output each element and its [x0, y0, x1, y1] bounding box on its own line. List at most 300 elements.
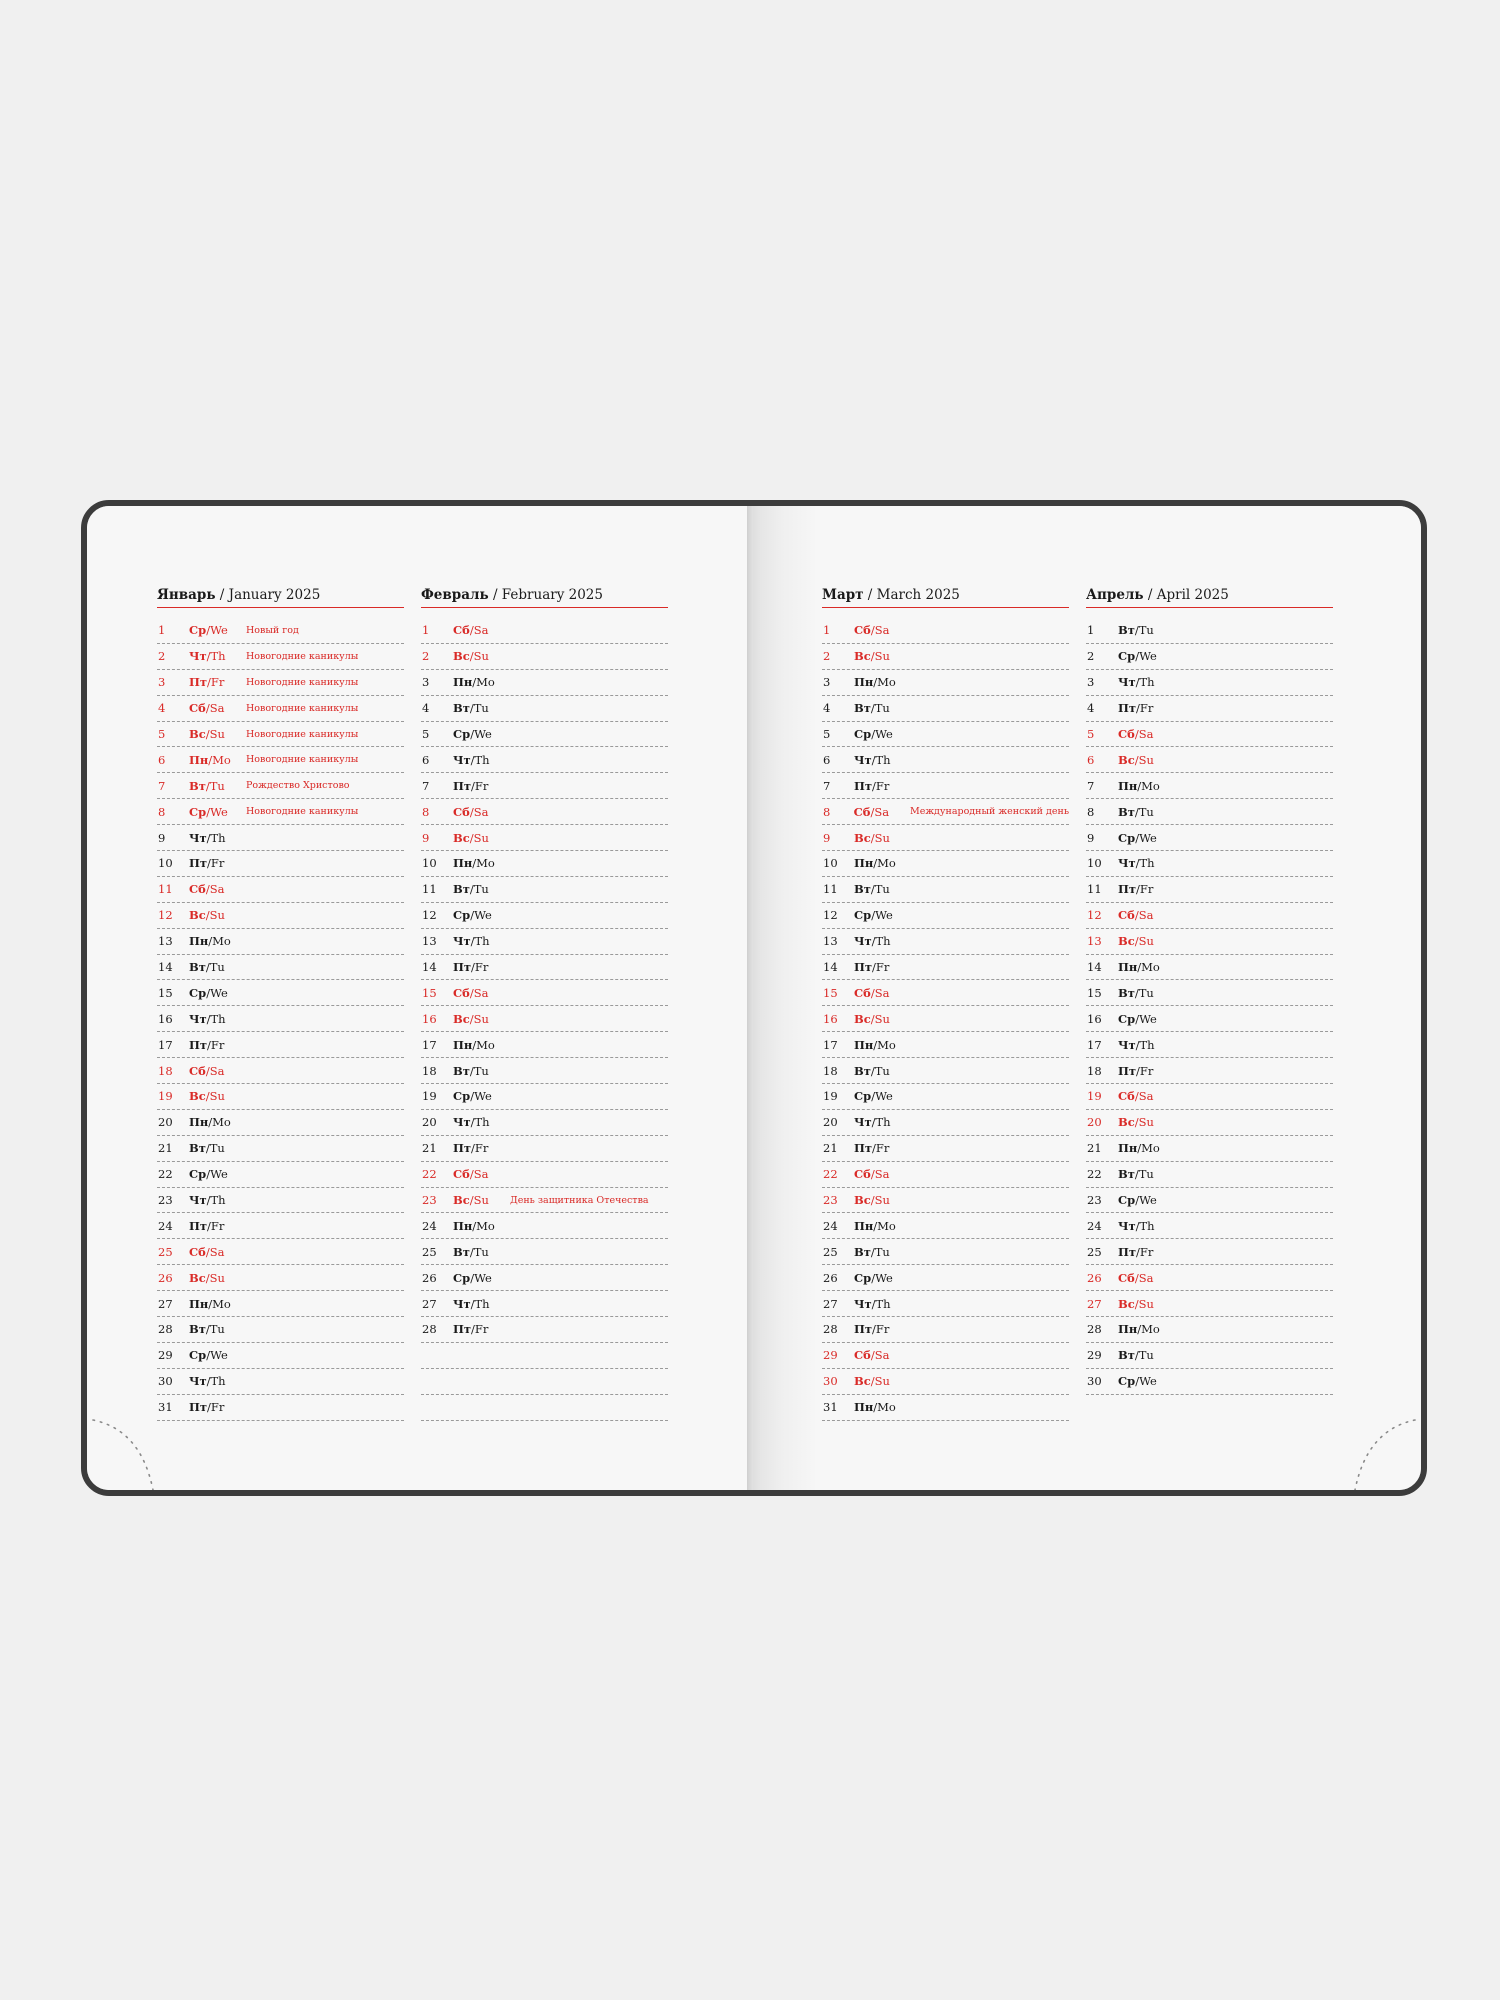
day-row [421, 877, 668, 903]
weekday [854, 1374, 911, 1388]
weekday-en: Su [1138, 1296, 1154, 1311]
day-number: 27 [823, 1296, 838, 1311]
weekday-separator: / [870, 623, 875, 638]
day-number: 26 [823, 1270, 838, 1285]
day-number: 15 [823, 985, 838, 1000]
weekday [189, 623, 246, 637]
day-number: 4 [158, 701, 166, 716]
day-row [157, 696, 404, 722]
weekday-separator: / [1134, 623, 1139, 638]
day-number: 29 [1087, 1348, 1102, 1363]
day-row [157, 1265, 404, 1291]
weekday-separator: / [873, 1218, 878, 1233]
weekday-en: Sa [1138, 1270, 1154, 1285]
day-row [421, 1162, 668, 1188]
day-number: 5 [158, 727, 166, 741]
weekday [189, 753, 246, 767]
day-row [1086, 696, 1333, 722]
month-name-en: April 2025 [1156, 587, 1229, 603]
weekday-ru: Ср [189, 623, 207, 638]
weekday-en: We [210, 1167, 228, 1182]
weekday [854, 753, 911, 767]
weekday-en: Tu [209, 778, 225, 793]
day-row [1086, 1369, 1333, 1395]
day-number: 2 [823, 649, 831, 664]
day-number: 12 [823, 908, 838, 923]
weekday [189, 649, 246, 663]
weekday [1118, 1219, 1175, 1233]
weekday-separator: / [205, 1089, 210, 1104]
day-number: 13 [823, 934, 838, 949]
weekday-separator: / [873, 1400, 878, 1415]
weekday-en: Tu [473, 882, 489, 897]
weekday-separator: / [870, 1193, 875, 1208]
weekday [854, 649, 911, 663]
day-number: 18 [823, 1063, 838, 1078]
day-row [157, 773, 404, 799]
weekday-en: Su [473, 1193, 489, 1208]
weekday-separator: / [472, 1218, 477, 1233]
weekday-en: Th [210, 1193, 226, 1208]
day-number: 7 [158, 778, 166, 793]
weekday-separator: / [870, 649, 875, 664]
weekday [189, 805, 246, 819]
weekday-ru: Сб [189, 1063, 206, 1078]
weekday [854, 675, 911, 689]
day-row [157, 1058, 404, 1084]
weekday [453, 1193, 510, 1207]
weekday [1118, 701, 1175, 715]
weekday-en: Su [473, 830, 489, 845]
weekday-en: Tu [874, 882, 890, 897]
weekday-ru: Вс [1118, 1296, 1135, 1311]
weekday-ru: Ср [189, 985, 207, 1000]
day-number: 14 [422, 960, 437, 975]
weekday-en: Su [1138, 934, 1154, 949]
day-number: 6 [823, 752, 831, 767]
weekday [854, 1141, 911, 1155]
weekday [189, 1038, 246, 1052]
weekday-ru: Ср [854, 1089, 872, 1104]
day-number: 23 [823, 1193, 838, 1208]
day-row [421, 980, 668, 1006]
weekday-separator: / [871, 727, 876, 741]
day-number: 9 [823, 830, 831, 845]
weekday-separator: / [1134, 908, 1139, 923]
weekday-ru: Ср [453, 908, 471, 923]
day-number: 4 [422, 701, 430, 716]
weekday-ru: Вт [453, 701, 470, 716]
weekday [1118, 1193, 1175, 1207]
weekday-en: Sa [473, 804, 489, 819]
weekday-separator: / [873, 1037, 878, 1052]
day-row [1086, 1188, 1333, 1214]
weekday-ru: Ср [453, 1089, 471, 1104]
weekday-en: Tu [874, 1063, 890, 1078]
day-number: 8 [1087, 804, 1095, 819]
day-number: 17 [1087, 1037, 1102, 1052]
weekday-ru: Вт [854, 1244, 871, 1259]
weekday-en: Th [474, 934, 490, 949]
day-number: 19 [422, 1089, 437, 1104]
weekday-ru: Вс [854, 830, 871, 845]
weekday-separator: / [871, 1115, 876, 1130]
weekday-en: Su [473, 1011, 489, 1026]
day-row [421, 773, 668, 799]
day-number: 17 [422, 1037, 437, 1052]
weekday-ru: Сб [854, 1167, 871, 1182]
weekday-en: Sa [874, 623, 890, 638]
day-row [1086, 1291, 1333, 1317]
holiday-note: Международный женский день [909, 806, 1069, 818]
weekday-en: Mo [877, 856, 896, 871]
month-separator: / [1143, 587, 1157, 603]
day-number: 3 [158, 675, 166, 690]
weekday-en: Sa [209, 1244, 225, 1259]
day-number: 2 [1087, 649, 1095, 664]
weekday-ru: Вс [854, 1374, 871, 1389]
weekday [453, 1038, 510, 1052]
day-row [822, 1317, 1069, 1343]
weekday [854, 1167, 911, 1181]
weekday-separator: / [870, 1011, 875, 1026]
day-row [421, 1188, 668, 1214]
day-row [822, 799, 1069, 825]
weekday-en: Tu [209, 1322, 225, 1337]
weekday-en: Fr [210, 1218, 225, 1233]
day-row [421, 955, 668, 981]
weekday [1118, 675, 1175, 689]
day-row [157, 1136, 404, 1162]
weekday-ru: Пн [189, 752, 209, 767]
day-number: 20 [823, 1115, 838, 1130]
weekday-ru: Вс [453, 1011, 470, 1026]
weekday-en: Su [473, 649, 489, 664]
weekday-separator: / [870, 1244, 875, 1259]
day-row [822, 747, 1069, 773]
weekday [1118, 623, 1175, 637]
weekday-separator: / [870, 1167, 875, 1182]
day-row [421, 1213, 668, 1239]
weekday-separator: / [207, 1037, 211, 1052]
weekday-ru: Пт [189, 1037, 207, 1052]
day-row [421, 851, 668, 877]
holiday-note: Новый год [246, 624, 299, 636]
day-list [421, 618, 668, 1421]
weekday-en: Fr [875, 1322, 890, 1337]
weekday-ru: Пн [854, 856, 874, 871]
day-row [1086, 1343, 1333, 1369]
day-row [157, 644, 404, 670]
weekday-ru: Вс [1118, 752, 1135, 767]
day-row [822, 618, 1069, 644]
day-number: 28 [422, 1322, 437, 1337]
weekday-separator: / [1134, 1296, 1139, 1311]
weekday [854, 1245, 911, 1259]
day-row [822, 1162, 1069, 1188]
day-number: 31 [823, 1400, 838, 1415]
weekday-en: We [1139, 649, 1157, 664]
month-header [822, 583, 1069, 608]
weekday-en: Tu [473, 701, 489, 716]
weekday-ru: Пн [854, 1218, 874, 1233]
weekday-separator: / [1135, 856, 1140, 871]
day-number: 9 [158, 830, 166, 845]
day-row [157, 1239, 404, 1265]
day-row [822, 670, 1069, 696]
weekday-ru: Сб [453, 623, 470, 638]
weekday-separator: / [1135, 1374, 1140, 1389]
day-number: 23 [1087, 1193, 1102, 1208]
weekday [1118, 753, 1175, 767]
day-row [822, 1188, 1069, 1214]
weekday-ru: Пн [1118, 778, 1138, 793]
weekday [453, 1089, 510, 1103]
weekday-ru: Сб [854, 623, 871, 638]
day-number: 10 [422, 856, 437, 871]
day-number: 26 [422, 1270, 437, 1285]
weekday-separator: / [871, 1270, 876, 1285]
day-number: 25 [823, 1244, 838, 1259]
weekday-separator: / [469, 649, 474, 664]
day-number: 1 [158, 623, 166, 638]
weekday-en: Th [875, 752, 891, 767]
weekday-separator: / [206, 1348, 211, 1363]
weekday-en: Th [210, 1374, 226, 1389]
weekday-separator: / [471, 960, 475, 975]
weekday-separator: / [871, 934, 876, 949]
weekday [854, 1297, 911, 1311]
day-number: 13 [158, 934, 173, 949]
day-row [421, 1291, 668, 1317]
day-list [1086, 618, 1333, 1395]
weekday [453, 727, 510, 741]
day-row [1086, 1239, 1333, 1265]
weekday-ru: Пн [189, 1296, 209, 1311]
weekday-en: We [1139, 1193, 1157, 1208]
weekday-separator: / [469, 1244, 474, 1259]
day-number: 14 [823, 960, 838, 975]
weekday-separator: / [872, 1322, 876, 1337]
month-header [1086, 583, 1333, 608]
day-row [1086, 980, 1333, 1006]
month-february [421, 583, 668, 1421]
weekday-en: Mo [476, 1218, 495, 1233]
day-row [157, 1162, 404, 1188]
month-separator: / [863, 587, 877, 603]
weekday [1118, 882, 1175, 896]
day-number: 11 [422, 882, 437, 897]
weekday-en: Su [209, 1270, 225, 1285]
weekday [453, 649, 510, 663]
weekday-en: Th [474, 752, 490, 767]
day-number: 6 [1087, 752, 1095, 767]
weekday-en: Su [1138, 752, 1154, 767]
weekday-en: Tu [209, 1141, 225, 1156]
day-number: 20 [422, 1115, 437, 1130]
weekday-separator: / [1137, 1322, 1142, 1337]
day-row [1086, 1032, 1333, 1058]
weekday-en: Tu [1138, 985, 1154, 1000]
weekday-separator: / [206, 830, 211, 845]
day-row [1086, 670, 1333, 696]
weekday-ru: Пн [1118, 1141, 1138, 1156]
month-name-en: January 2025 [228, 587, 321, 603]
weekday-en: Mo [877, 1218, 896, 1233]
weekday [1118, 1322, 1175, 1336]
weekday-separator: / [469, 701, 474, 716]
weekday-separator: / [872, 778, 876, 793]
day-number: 22 [158, 1167, 173, 1182]
weekday-separator: / [206, 804, 211, 819]
day-number: 22 [422, 1167, 437, 1182]
day-number: 4 [823, 701, 831, 716]
weekday-ru: Чт [854, 1115, 872, 1130]
weekday-en: Th [474, 1115, 490, 1130]
month-name-en: March 2025 [876, 587, 960, 603]
day-row [1086, 618, 1333, 644]
weekday [453, 960, 510, 974]
weekday [1118, 1012, 1175, 1026]
month-name-ru: Февраль [421, 587, 489, 603]
weekday-en: We [875, 727, 893, 741]
weekday-en: Tu [874, 701, 890, 716]
weekday [854, 908, 911, 922]
day-row [421, 1006, 668, 1032]
month-separator: / [215, 587, 229, 603]
weekday-separator: / [469, 1193, 474, 1208]
weekday-ru: Сб [1118, 1270, 1135, 1285]
day-row [822, 929, 1069, 955]
weekday-en: Su [209, 1089, 225, 1104]
day-number: 5 [1087, 727, 1095, 741]
weekday [854, 1271, 911, 1285]
weekday-separator: / [207, 675, 211, 690]
weekday-separator: / [871, 1296, 876, 1311]
weekday-separator: / [1135, 675, 1140, 690]
weekday-ru: Чт [453, 752, 471, 767]
weekday-ru: Чт [1118, 856, 1136, 871]
month-name-en: February 2025 [501, 587, 603, 603]
month-header [421, 583, 668, 608]
weekday-en: Tu [209, 960, 225, 975]
day-number: 20 [1087, 1115, 1102, 1130]
day-row [421, 1395, 668, 1421]
weekday-separator: / [870, 830, 875, 845]
day-number: 6 [422, 752, 430, 767]
weekday-en: Sa [473, 985, 489, 1000]
weekday-en: We [210, 804, 228, 819]
weekday-ru: Чт [189, 1374, 207, 1389]
weekday-separator: / [1136, 701, 1140, 716]
weekday-separator: / [470, 1296, 475, 1311]
weekday-separator: / [470, 1089, 475, 1104]
weekday-en: We [1139, 1374, 1157, 1389]
day-row [157, 1006, 404, 1032]
day-row [421, 747, 668, 773]
day-number: 17 [158, 1037, 173, 1052]
weekday-ru: Ср [453, 727, 471, 741]
weekday-en: Th [1139, 1218, 1155, 1233]
day-row [157, 1395, 404, 1421]
weekday [189, 1193, 246, 1207]
day-number: 3 [1087, 675, 1095, 690]
weekday-separator: / [1135, 1037, 1140, 1052]
weekday-separator: / [871, 752, 876, 767]
weekday-separator: / [205, 1270, 210, 1285]
weekday-en: Sa [473, 1167, 489, 1182]
weekday-en: Tu [1138, 1348, 1154, 1363]
weekday [453, 675, 510, 689]
weekday [453, 1245, 510, 1259]
weekday-ru: Вс [854, 649, 871, 664]
weekday-en: Fr [474, 778, 489, 793]
weekday-en: Fr [1139, 882, 1154, 897]
weekday-ru: Пн [854, 675, 874, 690]
weekday-en: Fr [1139, 1244, 1154, 1259]
weekday [854, 1219, 911, 1233]
weekday-en: Su [874, 830, 890, 845]
month-name-ru: Март [822, 587, 864, 603]
weekday-ru: Вс [1118, 1115, 1135, 1130]
weekday-ru: Чт [189, 649, 207, 664]
weekday-separator: / [469, 1167, 474, 1182]
weekday-ru: Пн [189, 1115, 209, 1130]
weekday-ru: Пт [189, 675, 207, 690]
weekday [453, 908, 510, 922]
weekday [1118, 1245, 1175, 1259]
holiday-note: Новогодние каникулы [246, 754, 359, 766]
weekday-ru: Вт [1118, 804, 1135, 819]
weekday-ru: Пн [453, 675, 473, 690]
weekday-ru: Пт [1118, 882, 1136, 897]
weekday-ru: Сб [854, 1348, 871, 1363]
day-row [157, 825, 404, 851]
weekday-ru: Вт [453, 1244, 470, 1259]
weekday-separator: / [205, 882, 210, 897]
day-row [1086, 1213, 1333, 1239]
day-row [822, 1032, 1069, 1058]
weekday-ru: Сб [453, 1167, 470, 1182]
weekday-ru: Ср [1118, 1193, 1136, 1208]
day-number: 23 [158, 1193, 173, 1208]
weekday [453, 1219, 510, 1233]
day-number: 3 [422, 675, 430, 690]
month-name-ru: Апрель [1086, 587, 1144, 603]
weekday-ru: Пт [189, 1400, 207, 1415]
weekday [453, 1297, 510, 1311]
weekday [854, 701, 911, 715]
day-row [421, 799, 668, 825]
weekday-en: Sa [473, 623, 489, 638]
day-row [822, 1213, 1069, 1239]
day-number: 17 [823, 1037, 838, 1052]
day-number: 1 [823, 623, 831, 638]
weekday-separator: / [469, 1063, 474, 1078]
weekday-en: We [875, 1089, 893, 1104]
day-row [822, 696, 1069, 722]
weekday-separator: / [1134, 1167, 1139, 1182]
day-number: 29 [823, 1348, 838, 1363]
holiday-note: Новогодние каникулы [246, 650, 359, 662]
weekday-ru: Ср [854, 908, 872, 923]
weekday-ru: Ср [453, 1270, 471, 1285]
day-row [157, 877, 404, 903]
weekday-en: Su [874, 1011, 890, 1026]
weekday-separator: / [1136, 882, 1140, 897]
weekday-en: Fr [210, 675, 225, 690]
day-number: 16 [1087, 1011, 1102, 1026]
